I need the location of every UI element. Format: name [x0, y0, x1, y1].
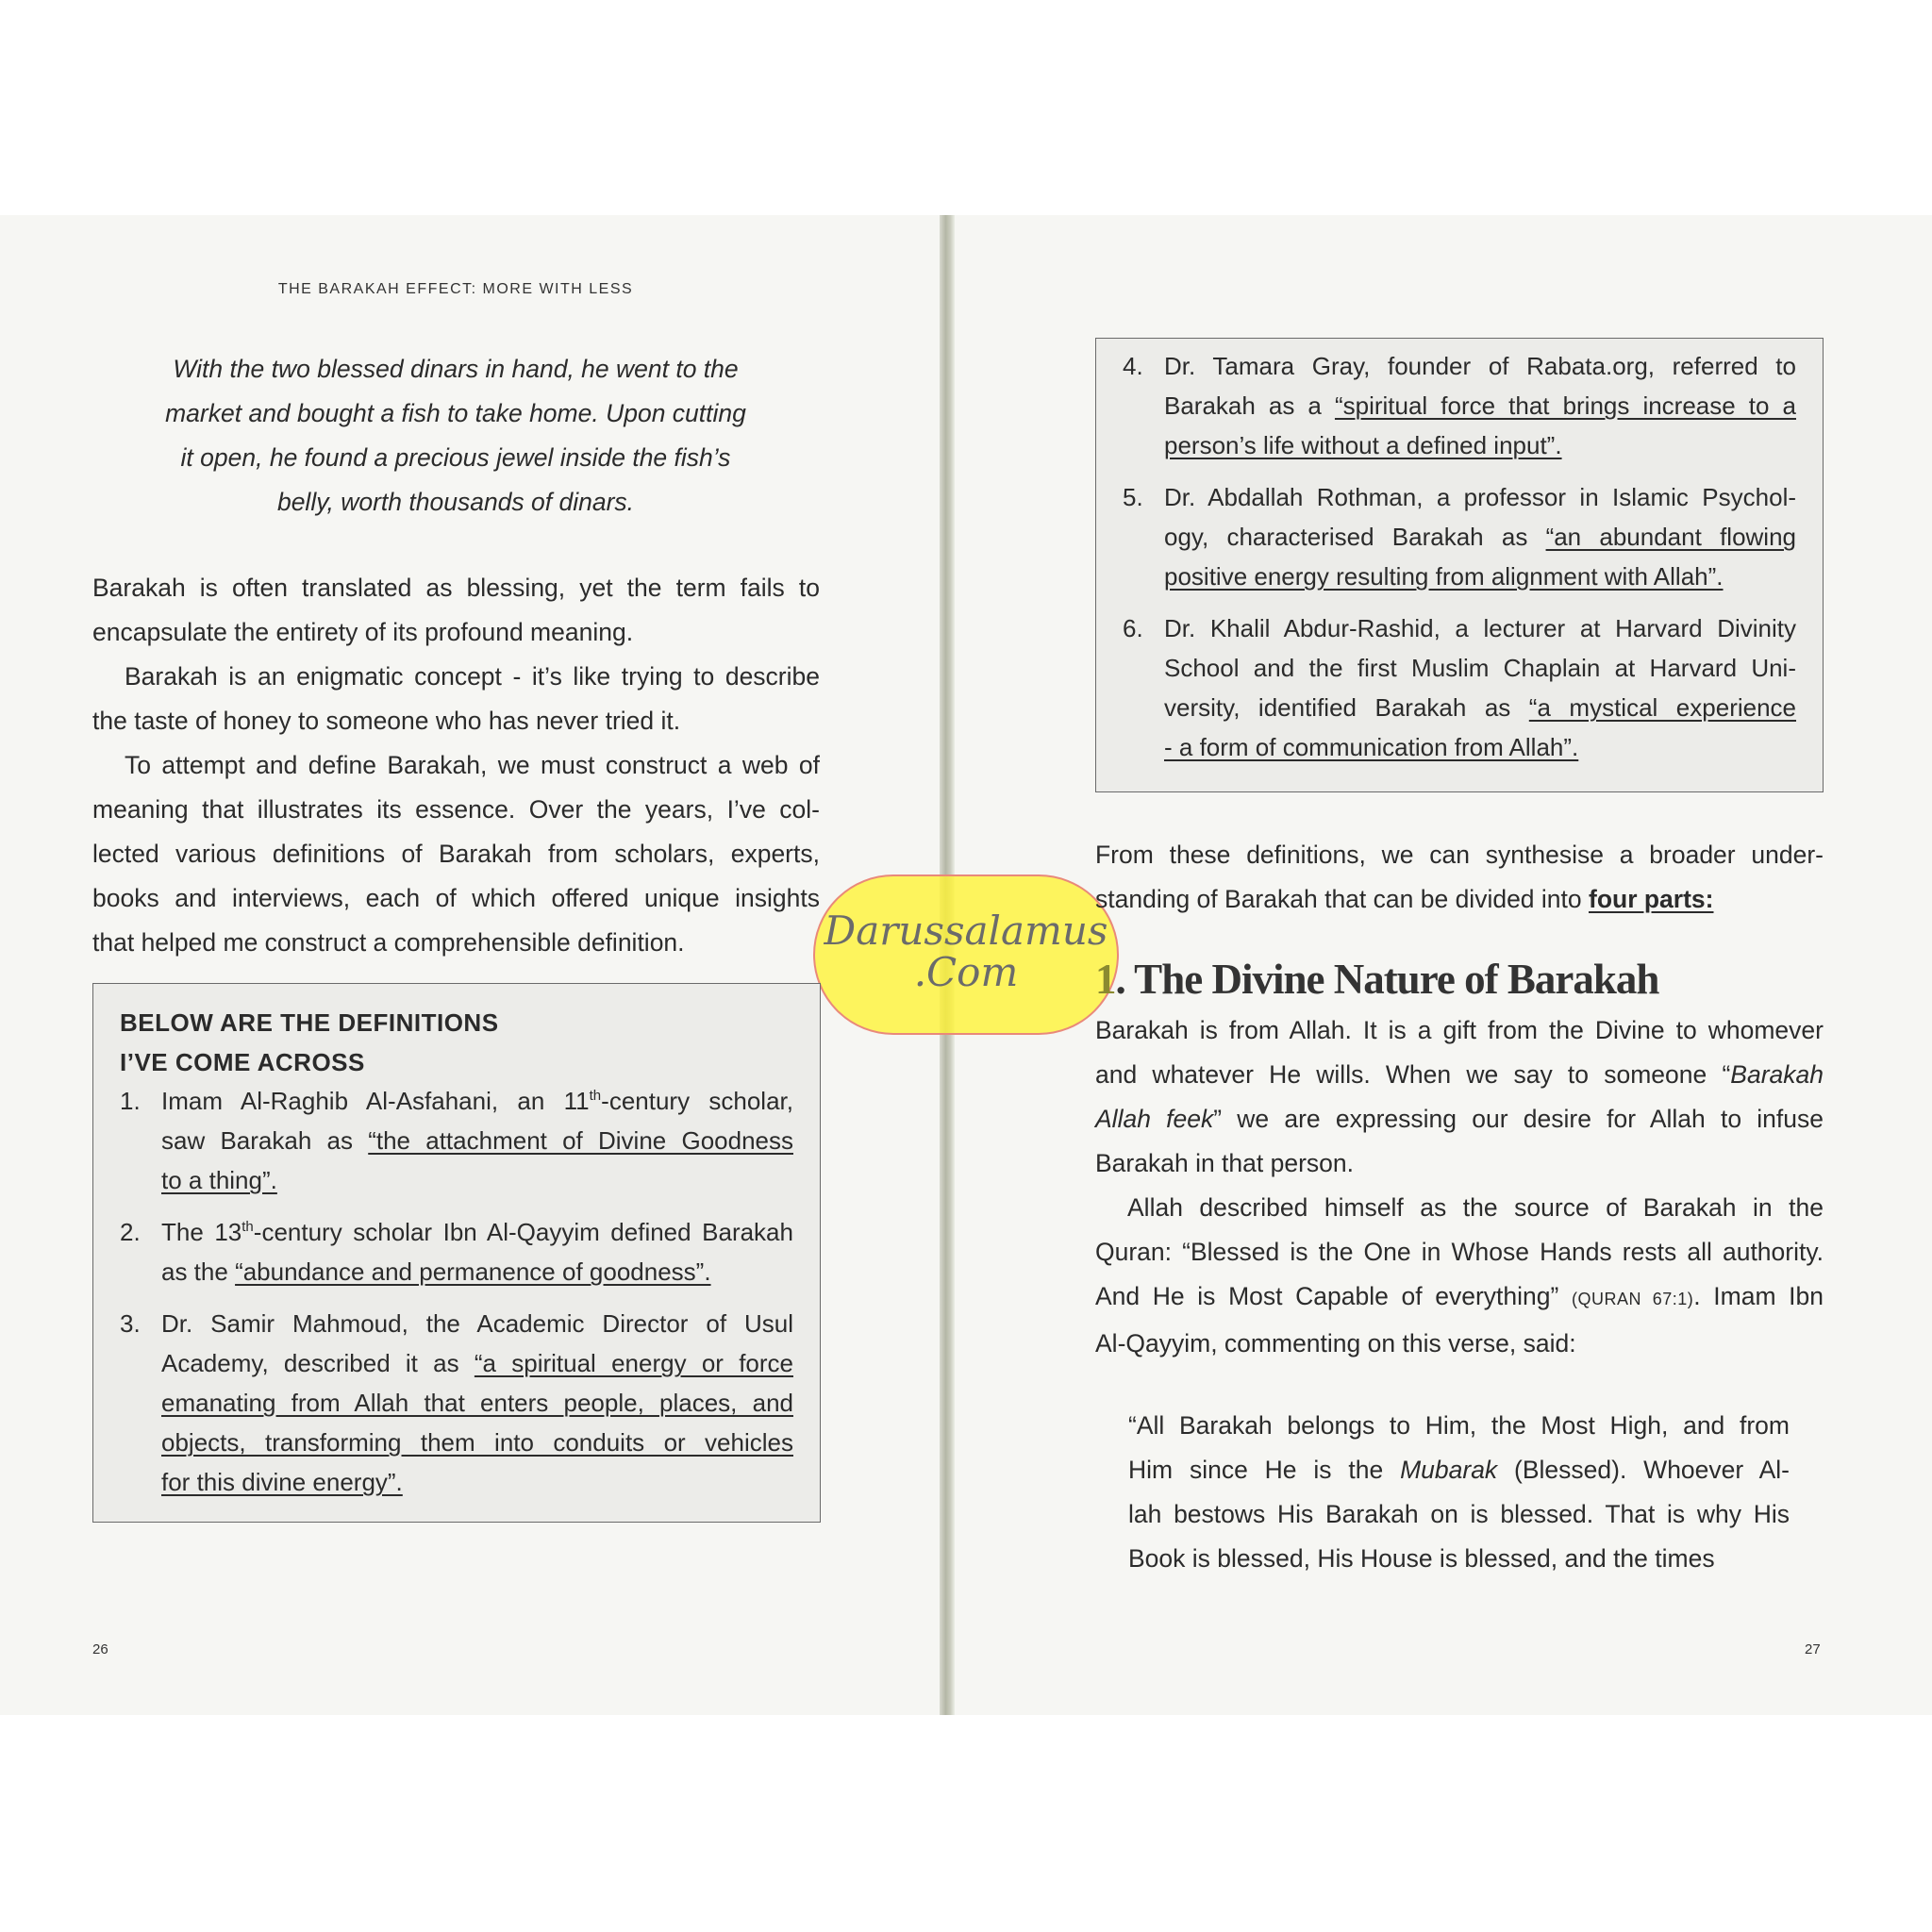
- paragraph-line: [92, 610, 820, 655]
- paragraph-line: [1095, 1097, 1824, 1141]
- definition-item: [120, 1081, 793, 1200]
- paragraph: [92, 743, 820, 965]
- item-line: [161, 1343, 793, 1383]
- section-number: 1: [1095, 956, 1116, 1003]
- definitions-list: [1123, 346, 1796, 767]
- definition-item: [120, 1304, 793, 1502]
- text-run: (QURAN 67:1): [1571, 1290, 1694, 1308]
- item-text: [1164, 608, 1796, 767]
- quoted-definition: “spiritual force that brings increase to a: [1334, 391, 1796, 420]
- paragraph-line: [1095, 1230, 1824, 1274]
- text-run: and whatever He wills. When we say to someone “: [1095, 1060, 1731, 1089]
- text-run: meaning that illustrates its essence. Over the years, I’ve col-: [92, 795, 820, 824]
- paragraph-line: [92, 699, 820, 743]
- text-run: Allah described himself as the source of Barakah in the: [1127, 1193, 1824, 1222]
- item-text: [161, 1081, 793, 1200]
- definition-item: [1123, 346, 1796, 465]
- quote-line: [1128, 1492, 1790, 1537]
- watermark-logo: [813, 874, 1119, 1035]
- paragraph: [1095, 1186, 1824, 1366]
- definition-item: [1123, 477, 1796, 596]
- item-number: 6.: [1123, 614, 1143, 642]
- quote-line: belly, worth thousands of dinars.: [276, 488, 635, 516]
- item-line: [161, 1121, 793, 1160]
- quoted-definition: for this divine energy”.: [161, 1468, 403, 1496]
- text-run: th: [242, 1219, 254, 1235]
- section-body-text: [1095, 1008, 1824, 1366]
- text-run: ” we are expressing our desire for Allah to infuse: [1213, 1105, 1824, 1133]
- item-line: [1164, 557, 1796, 596]
- intro-line: [1095, 833, 1824, 877]
- text-run: lah bestows His Barakah on is blessed. That is why His: [1128, 1500, 1790, 1528]
- item-line: [1164, 688, 1796, 727]
- paragraph-line: [1095, 1008, 1824, 1053]
- item-number: 4.: [1123, 352, 1143, 380]
- text-run: The 13: [161, 1218, 242, 1246]
- quote-line: With the two blessed dinars in hand, he went to the: [173, 355, 739, 383]
- quoted-definition: “the attachment of Divine Goodness: [368, 1126, 793, 1155]
- definitions-box-left: [92, 983, 821, 1523]
- text-run: Barakah is an enigmatic concept - it’s like trying to describe: [125, 662, 820, 691]
- section-heading: [1095, 955, 1658, 1004]
- item-line: [1164, 477, 1796, 517]
- text-run: Quran: “Blessed is the One in Whose Hands rests all authority.: [1095, 1238, 1824, 1266]
- quoted-definition: objects, transforming them into conduits or vehicles: [161, 1428, 793, 1457]
- text-run: Barakah as a: [1164, 391, 1335, 420]
- item-line: [1164, 727, 1796, 767]
- paragraph-line: [92, 655, 820, 699]
- item-line: [1164, 346, 1796, 386]
- text-run: th: [589, 1088, 602, 1104]
- text-run: Dr. Abdallah Rothman, a professor in Islamic Psychol-: [1164, 483, 1796, 511]
- quoted-definition: emanating from Allah that enters people, places, and: [161, 1389, 793, 1417]
- block-quote: [1128, 1404, 1790, 1581]
- item-text: [1164, 477, 1796, 596]
- paragraph-line: [92, 566, 820, 610]
- item-line: [1164, 386, 1796, 425]
- box-heading-line: I’VE COME ACROSS: [120, 1048, 365, 1076]
- item-line: [161, 1160, 793, 1200]
- item-line: [1164, 608, 1796, 648]
- text-run: Academy, described it as: [161, 1349, 475, 1377]
- quoted-definition: “abundance and permanence of goodness”.: [235, 1257, 711, 1286]
- definitions-list: [120, 1081, 793, 1502]
- text-run: . Imam Ibn: [1693, 1282, 1824, 1310]
- text-run: saw Barakah as: [161, 1126, 369, 1155]
- running-head: THE BARAKAH EFFECT: MORE WITH LESS: [277, 281, 634, 297]
- paragraph-line: [92, 832, 820, 876]
- item-line: [161, 1081, 793, 1121]
- item-text: [1164, 346, 1796, 465]
- text-run: the taste of honey to someone who has never tried it.: [92, 707, 681, 735]
- page-number-left: 26: [92, 1641, 108, 1657]
- item-line: [161, 1383, 793, 1423]
- text-run: encapsulate the entirety of its profound meaning.: [92, 618, 634, 646]
- text-run: that helped me construct a comprehensible definition.: [92, 928, 685, 957]
- text-run: “All Barakah belongs to Him, the Most High, and from: [1128, 1411, 1790, 1440]
- item-number: 1.: [120, 1087, 141, 1115]
- text-run: Barakah: [1730, 1060, 1824, 1089]
- text-run: Mubarak: [1400, 1456, 1498, 1484]
- paragraph-line: [1095, 1186, 1824, 1230]
- box-heading: [120, 1003, 793, 1082]
- page-number-right: 27: [1805, 1641, 1821, 1657]
- text-run: (Blessed). Whoever Al-: [1497, 1456, 1790, 1484]
- definition-item: [120, 1212, 793, 1291]
- text-run: Al-Qayyim, commenting on this verse, said:: [1095, 1329, 1576, 1357]
- text-run: Him since He is the: [1128, 1456, 1401, 1484]
- item-line: [161, 1462, 793, 1502]
- quote-line: [1128, 1404, 1790, 1448]
- item-line: [161, 1304, 793, 1343]
- item-number: 2.: [120, 1218, 141, 1246]
- paragraph-line: [1095, 1274, 1824, 1322]
- text-run: ogy, characterised Barakah as: [1164, 523, 1546, 551]
- text-run: Barakah is often translated as blessing, yet the term fails to: [92, 574, 820, 602]
- intro-text: [1095, 833, 1824, 922]
- paragraph-line: [92, 921, 820, 965]
- text-run: And He is Most Capable of everything”: [1095, 1282, 1572, 1310]
- text-run: versity, identified Barakah as: [1164, 693, 1529, 722]
- quote-line: market and bought a fish to take home. Upon cutting: [165, 399, 746, 427]
- item-line: [161, 1252, 793, 1291]
- paragraph: [1095, 1008, 1824, 1186]
- paragraph-line: [1095, 1141, 1824, 1186]
- paragraph-line: [1095, 1322, 1824, 1366]
- item-number: 3.: [120, 1309, 141, 1338]
- text-run: To attempt and define Barakah, we must construct a web of: [125, 751, 820, 779]
- quote-line: [1128, 1448, 1790, 1492]
- text-run: Barakah in that person.: [1095, 1149, 1355, 1177]
- item-line: [1164, 648, 1796, 688]
- text-run: From these definitions, we can synthesise a broader under-: [1095, 841, 1824, 869]
- text-run: -century scholar,: [601, 1087, 793, 1115]
- paragraph: [92, 566, 820, 655]
- text-run: as the: [161, 1257, 236, 1286]
- item-text: [161, 1212, 793, 1291]
- paragraph-line: [92, 788, 820, 832]
- text-run: Dr. Khalil Abdur-Rashid, a lecturer at Harvard Divinity: [1164, 614, 1796, 642]
- definition-item: [1123, 608, 1796, 767]
- text-run: Imam Al-Raghib Al-Asfahani, an 11: [161, 1087, 590, 1115]
- definitions-box-right: [1095, 338, 1824, 792]
- paragraph-line: [1095, 1053, 1824, 1097]
- watermark-line: .Com: [913, 949, 1019, 995]
- quoted-definition: “an abundant flowing: [1545, 523, 1797, 551]
- quoted-definition: four parts:: [1589, 885, 1714, 913]
- text-run: Dr. Tamara Gray, founder of Rabata.org, referred to: [1164, 352, 1796, 380]
- item-line: [1164, 517, 1796, 557]
- item-number: 5.: [1123, 483, 1143, 511]
- intro-line: [1095, 877, 1824, 922]
- item-line: [161, 1423, 793, 1462]
- opening-quote: [92, 347, 819, 525]
- text-run: School and the first Muslim Chaplain at Harvard Uni-: [1164, 654, 1796, 682]
- quote-line: [1128, 1537, 1790, 1581]
- text-run: Book is blessed, His House is blessed, and the times: [1128, 1544, 1715, 1573]
- text-run: books and interviews, each of which offered unique insights: [92, 884, 820, 912]
- quoted-definition: to a thing”.: [161, 1166, 277, 1194]
- text-run: standing of Barakah that can be divided into: [1095, 885, 1589, 913]
- quoted-definition: “a mystical experience: [1528, 693, 1797, 722]
- paragraph-line: [92, 743, 820, 788]
- quoted-definition: - a form of communication from Allah”.: [1164, 733, 1579, 761]
- left-body-text: [92, 566, 820, 965]
- quote-line: it open, he found a precious jewel inside the fish’s: [180, 443, 731, 472]
- item-line: [161, 1212, 793, 1252]
- paragraph-line: [92, 876, 820, 921]
- box-heading-line: BELOW ARE THE DEFINITIONS: [120, 1008, 499, 1037]
- quoted-definition: positive energy resulting from alignment with Allah”.: [1164, 562, 1724, 591]
- section-title: . The Divine Nature of Barakah: [1115, 956, 1659, 1003]
- quoted-definition: “a spiritual energy or force: [474, 1349, 793, 1377]
- text-run: lected various definitions of Barakah from scholars, experts,: [92, 840, 820, 868]
- item-text: [161, 1304, 793, 1502]
- item-line: [1164, 425, 1796, 465]
- text-run: Dr. Samir Mahmoud, the Academic Director of Usul: [161, 1309, 793, 1338]
- text-run: -century scholar Ibn Al-Qayyim defined Barakah: [253, 1218, 793, 1246]
- quoted-definition: person’s life without a defined input”.: [1164, 431, 1562, 459]
- watermark-line: Darussalamus: [824, 908, 1108, 954]
- paragraph: [92, 655, 820, 743]
- text-run: Barakah is from Allah. It is a gift from the Divine to whomever: [1095, 1016, 1824, 1044]
- text-run: Allah feek: [1095, 1105, 1214, 1133]
